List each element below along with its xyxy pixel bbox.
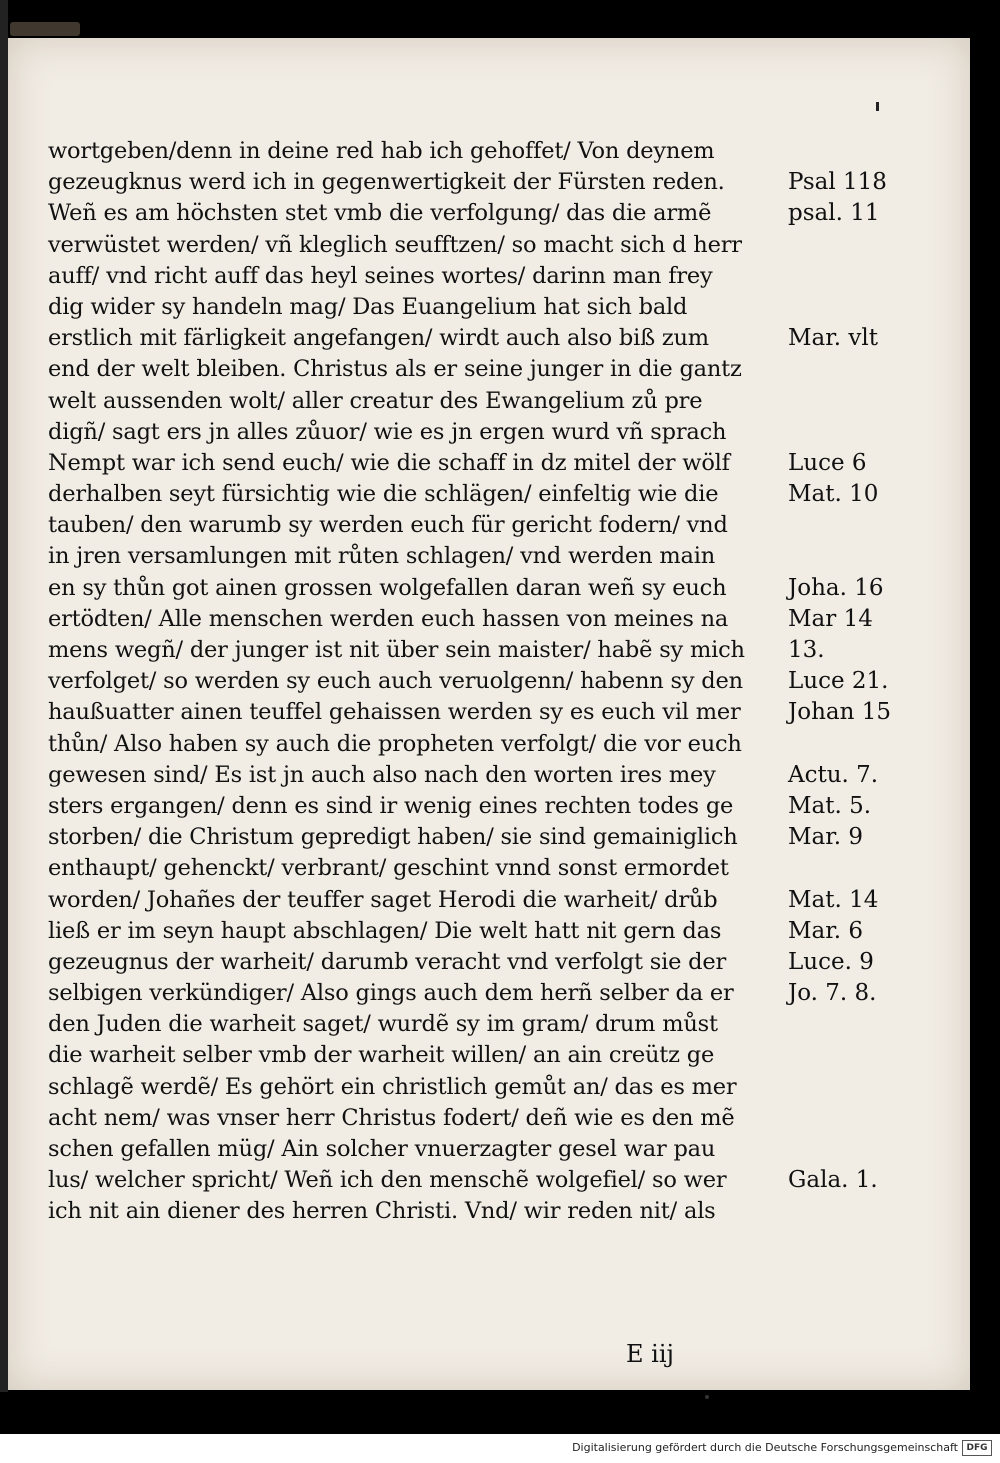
body-text: Nempt war ich send euch/ wie die schaff in dz mitel der wölf bbox=[48, 449, 730, 476]
body-text: tauben/ den warumb sy werden euch für gericht fodern/ vnd bbox=[48, 512, 728, 539]
text-line bbox=[48, 479, 918, 510]
text-line bbox=[48, 885, 918, 916]
text-line bbox=[48, 198, 918, 229]
body-text: ließ er im seyn haupt abschlagen/ Die welt hatt nit gern das bbox=[48, 917, 722, 944]
body-text: welt aussenden wolt/ aller creatur des Ewangelium zů pre bbox=[48, 387, 703, 414]
text-line bbox=[48, 323, 918, 354]
body-text: digñ/ sagt ers jn alles zůuor/ wie es jn ergen wurd vñ sprach bbox=[48, 418, 727, 445]
text-line bbox=[48, 541, 918, 572]
text-line bbox=[48, 635, 918, 666]
page-mark bbox=[876, 102, 879, 111]
scan-top-edge bbox=[0, 0, 1000, 38]
body-text: gezeugknus werd ich in gegenwertigkeit der Fürsten reden. bbox=[48, 169, 725, 196]
margin-reference: 13. bbox=[788, 637, 825, 663]
text-line bbox=[48, 604, 918, 635]
margin-reference: Joha. 16 bbox=[788, 574, 884, 601]
margin-reference: Luce 21. bbox=[788, 668, 889, 695]
body-text: sters ergangen/ denn es sind ir wenig eines rechten todes ge bbox=[48, 792, 734, 819]
text-line bbox=[48, 978, 918, 1009]
text-line bbox=[48, 1165, 918, 1196]
body-text: ertödten/ Alle menschen werden euch hassen von meines na bbox=[48, 605, 729, 632]
signature-mark: E iij bbox=[626, 1340, 674, 1368]
text-line bbox=[48, 292, 918, 323]
body-text: mens wegñ/ der junger ist nit über sein maister/ habẽ sy mich bbox=[48, 637, 745, 663]
body-text: verfolget/ so werden sy euch auch veruolgenn/ habenn sy den bbox=[48, 668, 743, 695]
text-line bbox=[48, 916, 918, 947]
margin-reference: Johan 15 bbox=[788, 699, 891, 726]
margin-reference: Mar 14 bbox=[788, 605, 873, 632]
margin-reference: Luce. 9 bbox=[788, 948, 874, 975]
margin-reference: Psal 118 bbox=[788, 169, 887, 196]
text-block bbox=[48, 136, 918, 1228]
text-line bbox=[48, 853, 918, 884]
text-line bbox=[48, 791, 918, 822]
margin-reference: Luce 6 bbox=[788, 449, 867, 476]
margin-reference: Mar. 9 bbox=[788, 824, 863, 851]
binding-edge bbox=[0, 0, 8, 1392]
body-text: auff/ vnd richt auff das heyl seines wortes/ darinn man frey bbox=[48, 262, 713, 289]
text-line bbox=[48, 1103, 918, 1134]
text-line bbox=[48, 573, 918, 604]
body-text: derhalben seyt fürsichtig wie die schlägen/ einfeltig wie die bbox=[48, 481, 719, 508]
margin-reference: Actu. 7. bbox=[788, 761, 879, 788]
body-text: thůn/ Also haben sy auch die propheten verfolgt/ die vor euch bbox=[48, 730, 742, 757]
body-text: schen gefallen müg/ Ain solcher vnuerzagter gesel war pau bbox=[48, 1136, 716, 1162]
text-line bbox=[48, 386, 918, 417]
body-text: gezeugnus der warheit/ darumb veracht vnd verfolgt sie der bbox=[48, 948, 727, 975]
body-text: gewesen sind/ Es ist jn auch also nach den worten ires mey bbox=[48, 761, 716, 788]
text-line bbox=[48, 417, 918, 448]
text-line bbox=[48, 1040, 918, 1071]
text-line bbox=[48, 1196, 918, 1227]
margin-reference: Mar. vlt bbox=[788, 325, 878, 352]
text-line bbox=[48, 822, 918, 853]
text-line bbox=[48, 261, 918, 292]
worn-corner bbox=[10, 22, 80, 36]
footer-bar bbox=[0, 1434, 1000, 1463]
text-line bbox=[48, 697, 918, 728]
body-text: selbigen verkündiger/ Also gings auch dem herñ selber da er bbox=[48, 980, 734, 1007]
text-line bbox=[48, 136, 918, 167]
text-line bbox=[48, 1134, 918, 1165]
body-text: Weñ es am höchsten stet vmb die verfolgung/ das die armẽ bbox=[48, 200, 712, 227]
body-text: lus/ welcher spricht/ Weñ ich den menschẽ wolgefiel/ so wer bbox=[48, 1167, 727, 1194]
body-text: enthaupt/ gehenckt/ verbrant/ geschint vnnd sonst ermordet bbox=[48, 855, 729, 882]
text-line bbox=[48, 167, 918, 198]
body-text: end der welt bleiben. Christus als er seine junger in die gantz bbox=[48, 356, 742, 383]
margin-reference: psal. 11 bbox=[788, 200, 880, 227]
margin-reference: Mat. 5. bbox=[788, 792, 872, 819]
body-text: die warheit selber vmb der warheit willen/ an ain creütz ge bbox=[48, 1042, 715, 1069]
text-line bbox=[48, 729, 918, 760]
text-line bbox=[48, 510, 918, 541]
margin-reference: Jo. 7. 8. bbox=[788, 980, 877, 1007]
body-text: wortgeben/denn in deine red hab ich gehoffet/ Von deynem bbox=[48, 138, 715, 164]
body-text: in jren versamlungen mit růten schlagen/ vnd werden main bbox=[48, 543, 715, 570]
funding-notice: Digitalisierung gefördert durch die Deutsche Forschungsgemeinschaft bbox=[572, 1441, 958, 1454]
body-text: en sy thůn got ainen grossen wolgefallen daran weñ sy euch bbox=[48, 574, 727, 601]
text-line bbox=[48, 230, 918, 261]
text-line bbox=[48, 760, 918, 791]
body-text: den Juden die warheit saget/ wurdẽ sy im gram/ drum můst bbox=[48, 1011, 718, 1038]
body-text: dig wider sy handeln mag/ Das Euangelium hat sich bald bbox=[48, 293, 688, 320]
body-text: storben/ die Christum gepredigt haben/ sie sind gemainiglich bbox=[48, 824, 738, 851]
dfg-logo-icon: DFG bbox=[962, 1440, 992, 1456]
text-line bbox=[48, 448, 918, 479]
text-line bbox=[48, 666, 918, 697]
text-line bbox=[48, 947, 918, 978]
body-text: schlagẽ werdẽ/ Es gehört ein christlich gemůt an/ das es mer bbox=[48, 1073, 737, 1100]
body-text: erstlich mit färligkeit angefangen/ wirdt auch also biß zum bbox=[48, 325, 709, 352]
margin-reference: Mat. 14 bbox=[788, 886, 879, 913]
body-text: acht nem/ was vnser herr Christus fodert/ deñ wie es den mẽ bbox=[48, 1104, 735, 1131]
text-line bbox=[48, 1009, 918, 1040]
margin-reference: Mat. 10 bbox=[788, 481, 879, 508]
body-text: haußuatter ainen teuffel gehaissen werden sy es euch vil mer bbox=[48, 699, 741, 726]
margin-reference: Mar. 6 bbox=[788, 917, 863, 944]
body-text: worden/ Johañes der teuffer saget Herodi die warheit/ drůb bbox=[48, 886, 718, 913]
body-text: ich nit ain diener des herren Christi. Vnd/ wir reden nit/ als bbox=[48, 1198, 716, 1225]
margin-reference: Gala. 1. bbox=[788, 1167, 878, 1194]
text-line bbox=[48, 354, 918, 385]
body-text: verwüstet werden/ vñ kleglich seufftzen/ so macht sich d herr bbox=[48, 231, 742, 258]
ink-dot bbox=[705, 1395, 709, 1399]
text-line bbox=[48, 1072, 918, 1103]
